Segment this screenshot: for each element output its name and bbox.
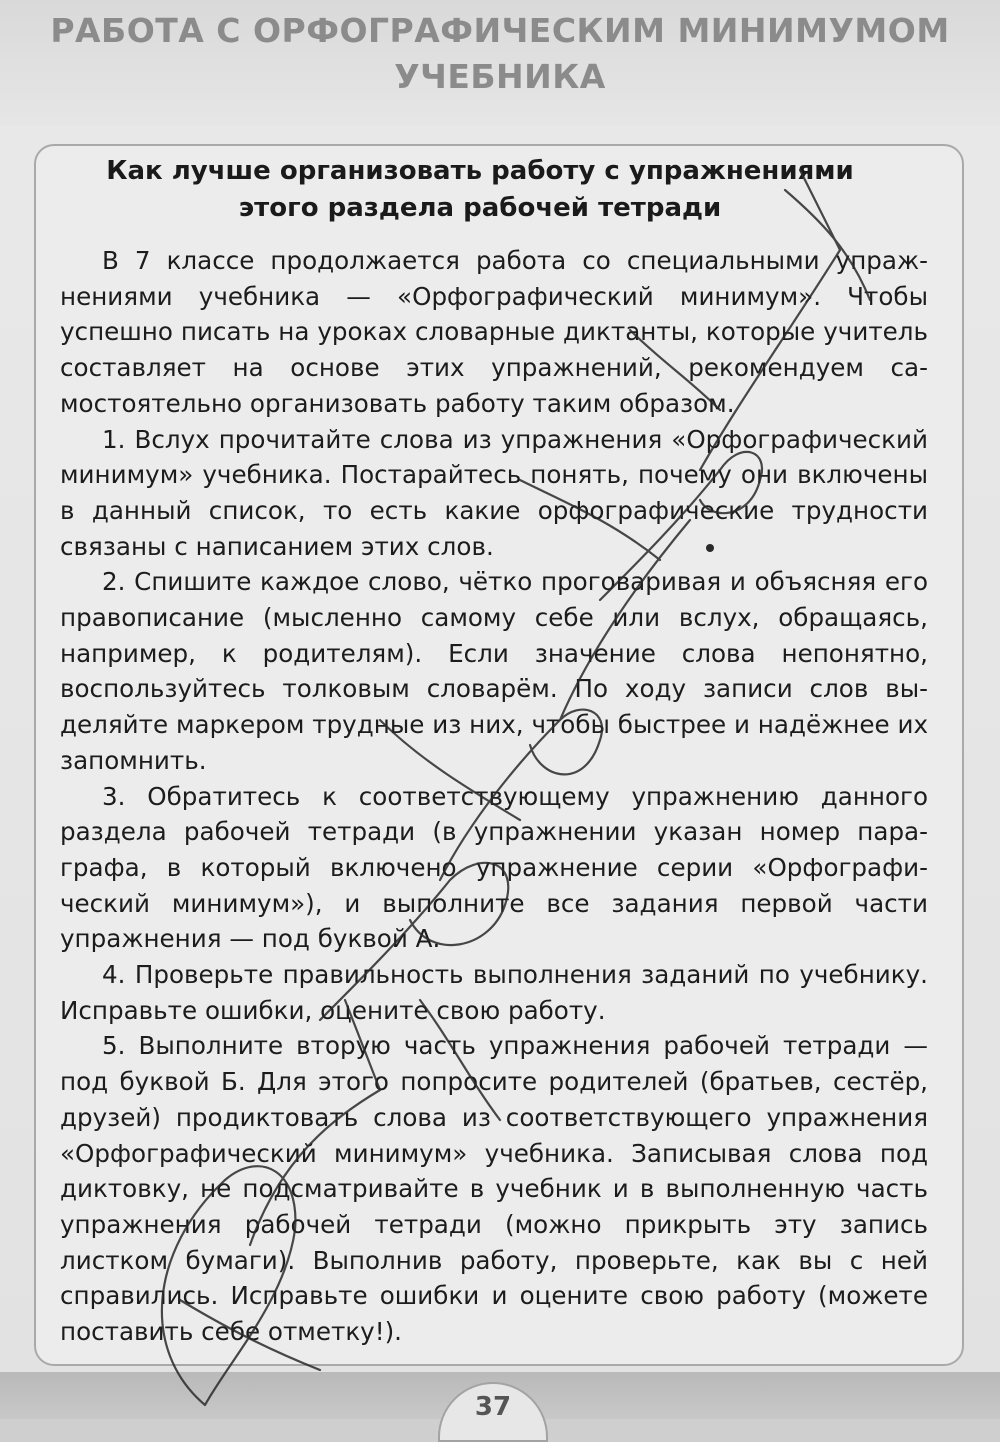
panel-title	[40, 153, 920, 227]
step-1-paragraph: 1. Вслух прочитайте слова из упражнения «Орфографический минимум» учебника. Постарайтесь понять, почему они включены в данный список, то есть какие орфографические трудности связаны с написанием этих слов.	[60, 424, 928, 561]
step-5-paragraph: 5. Выполните вторую часть упражнения рабочей тетради — под буквой Б. Для этого попросите родителей (братьев, сестёр, друзей) продиктовать слова из соответствующего упражнения «Орфографический минимум» учебника. Записывая слова под диктовку, не подсматривайте в учебник и в выполненную часть упражнения рабочей тетради (можно прикрыть эту запись листком бумаги). Выполнив работу, проверьте, как вы с ней справились. Исправьте ошибки и оцените свою работу (можете поставить себе отметку!).	[60, 1031, 928, 1347]
page-number: 37	[474, 1392, 512, 1422]
step-3-paragraph: 3. Обратитесь к соответствующему упражнению данного раздела рабочей тетради (в упражнении указан номер параграфа, в который включено упражнение серии «Орфографический минимум»), и выполните все задания первой части упражнения — под буквой А.	[60, 781, 928, 954]
instruction-text	[60, 243, 928, 1350]
intro-paragraph: В 7 классе продолжается работа со специальными упражнениями учебника — «Орфографический минимум». Чтобы успешно писать на уроках словарные диктанты, которые учитель составляет на основе этих упражнений, рекомендуем самостоятельно организовать работу таким образом.	[60, 246, 928, 418]
section-title-line1: РАБОТА С ОРФОГРАФИЧЕСКИМ МИНИМУМОМ	[50, 11, 950, 50]
panel-title-line2: этого раздела рабочей тетради	[238, 193, 722, 223]
section-title-line2: УЧЕБНИКА	[394, 57, 606, 96]
step-2-paragraph: 2. Спишите каждое слово, чётко проговаривая и объясняя его правописание (мысленно самому себе или вслух, обращаясь, например, к родителям). Если значение слова непонятно, воспользуйтесь толковым словарём. По ходу записи слов выделяйте маркером трудные из них, чтобы быстрее и надёжнее их запомнить.	[60, 567, 928, 775]
panel-title-line1: Как лучше организовать работу с упражнениями	[106, 156, 854, 186]
section-title	[40, 8, 960, 100]
step-4-paragraph: 4. Проверьте правильность выполнения заданий по учебнику. Исправьте ошибки, оцените свою работу.	[60, 960, 928, 1025]
